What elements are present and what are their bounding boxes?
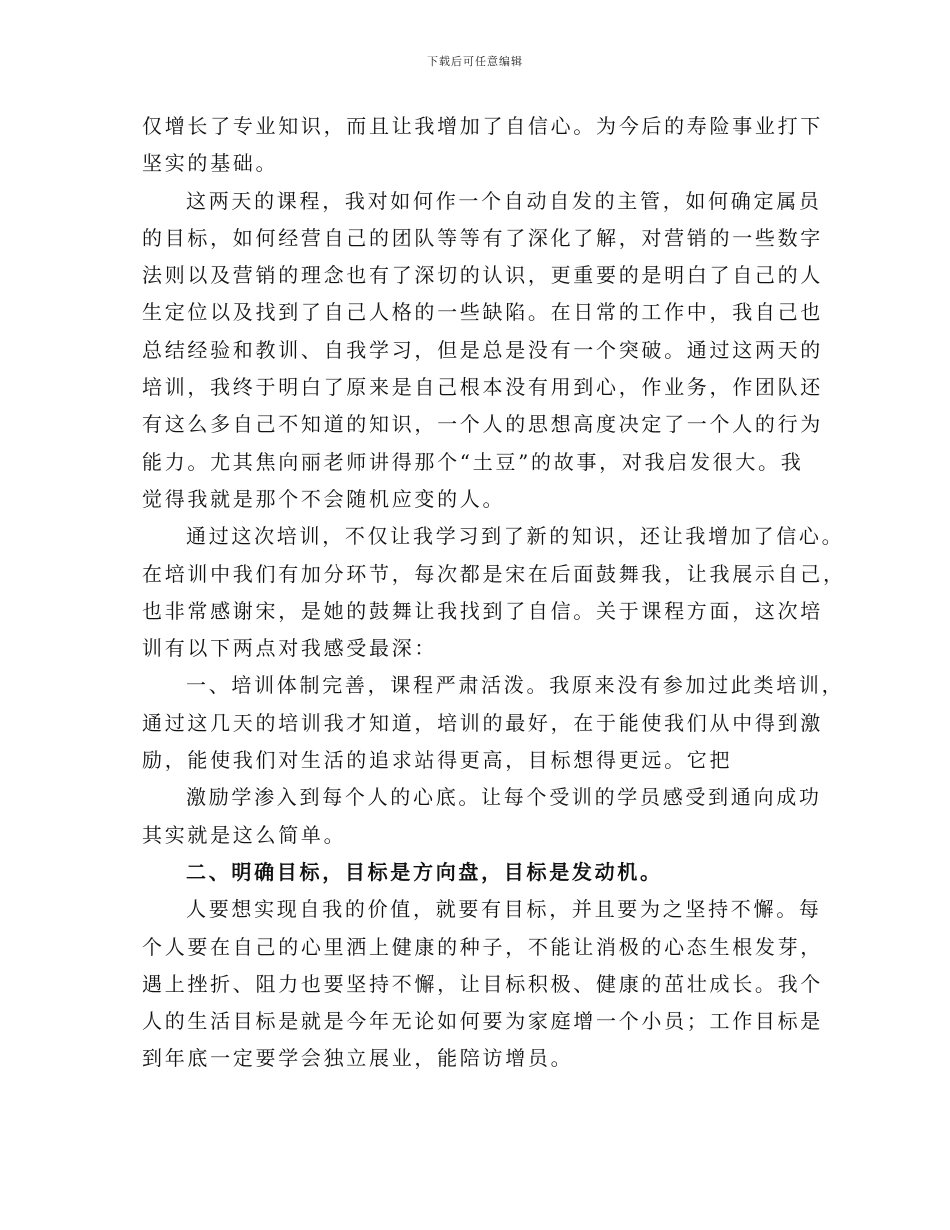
text-line: 一、培训体制完善，课程严肃活泼。我原来没有参加过此类培训， — [186, 673, 845, 698]
text-line: 遇上挫折、阻力也要坚持不懈，让目标积极、健康的茁壮成长。我个 — [142, 971, 823, 996]
text-line: 这两天的课程，我对如何作一个自动自发的主管，如何确定属员 — [186, 188, 822, 213]
text-line: 有这么多自己不知道的知识，一个人的思想高度决定了一个人的行为 — [142, 412, 823, 437]
text-line: 总结经验和教训、自我学习，但是总是没有一个突破。通过这两天的 — [142, 337, 823, 362]
text-line: 的目标，如何经营自己的团队等等有了深化了解，对营销的一些数字 — [142, 225, 823, 250]
text-line: 人的生活目标是就是今年无论如何要为家庭增一个小员；工作目标是 — [142, 1009, 823, 1034]
text-line: 仅增长了专业知识，而且让我增加了自信心。为今后的寿险事业打下 — [142, 114, 823, 138]
body-text — [142, 108, 846, 1078]
text-line: 人要想实现自我的价值，就要有目标，并且要为之坚持不懈。每 — [186, 897, 822, 922]
text-line: 通过这次培训，不仅让我学习到了新的知识，还让我增加了信心。 — [186, 524, 845, 549]
text-line: 其实就是这么简单。 — [142, 822, 347, 847]
text-line: 通过这几天的培训我才知道，培训的最好，在于能使我们从中得到激 — [142, 710, 823, 735]
text-line: 个人要在自己的心里洒上健康的种子，不能让消极的心态生根发芽， — [142, 934, 823, 959]
text-line: 训有以下两点对我感受最深： — [142, 636, 438, 661]
text-line: 励，能使我们对生活的追求站得更高，目标想得更远。它把 — [142, 748, 733, 773]
text-line: 法则以及营销的理念也有了深切的认识，更重要的是明白了自己的人 — [142, 263, 823, 288]
text-line: 坚实的基础。 — [142, 151, 279, 176]
text-line: 觉得我就是那个不会随机应变的人。 — [142, 486, 506, 511]
text-line: 能力。尤其焦向丽老师讲得那个“土豆”的故事，对我启发很大。我 — [142, 449, 804, 474]
text-line: 激励学渗入到每个人的心底。让每个受训的学员感受到通向成功 — [186, 785, 822, 810]
header-note: 下载后可任意编辑 — [427, 55, 523, 68]
text-line: 也非常感谢宋，是她的鼓舞让我找到了自信。关于课程方面，这次培 — [142, 598, 823, 623]
text-line: 在培训中我们有加分环节，每次都是宋在后面鼓舞我，让我展示自己， — [142, 561, 846, 586]
text-line: 生定位以及找到了自己人格的一些缺陷。在日常的工作中，我自己也 — [142, 300, 823, 325]
text-line: 培训，我终于明白了原来是自己根本没有用到心，作业务，作团队还 — [142, 375, 823, 400]
text-line: 到年底一定要学会独立展业，能陪访增员。 — [142, 1046, 574, 1071]
section-heading: 二、明确目标，目标是方向盘，目标是发动机。 — [186, 859, 663, 884]
